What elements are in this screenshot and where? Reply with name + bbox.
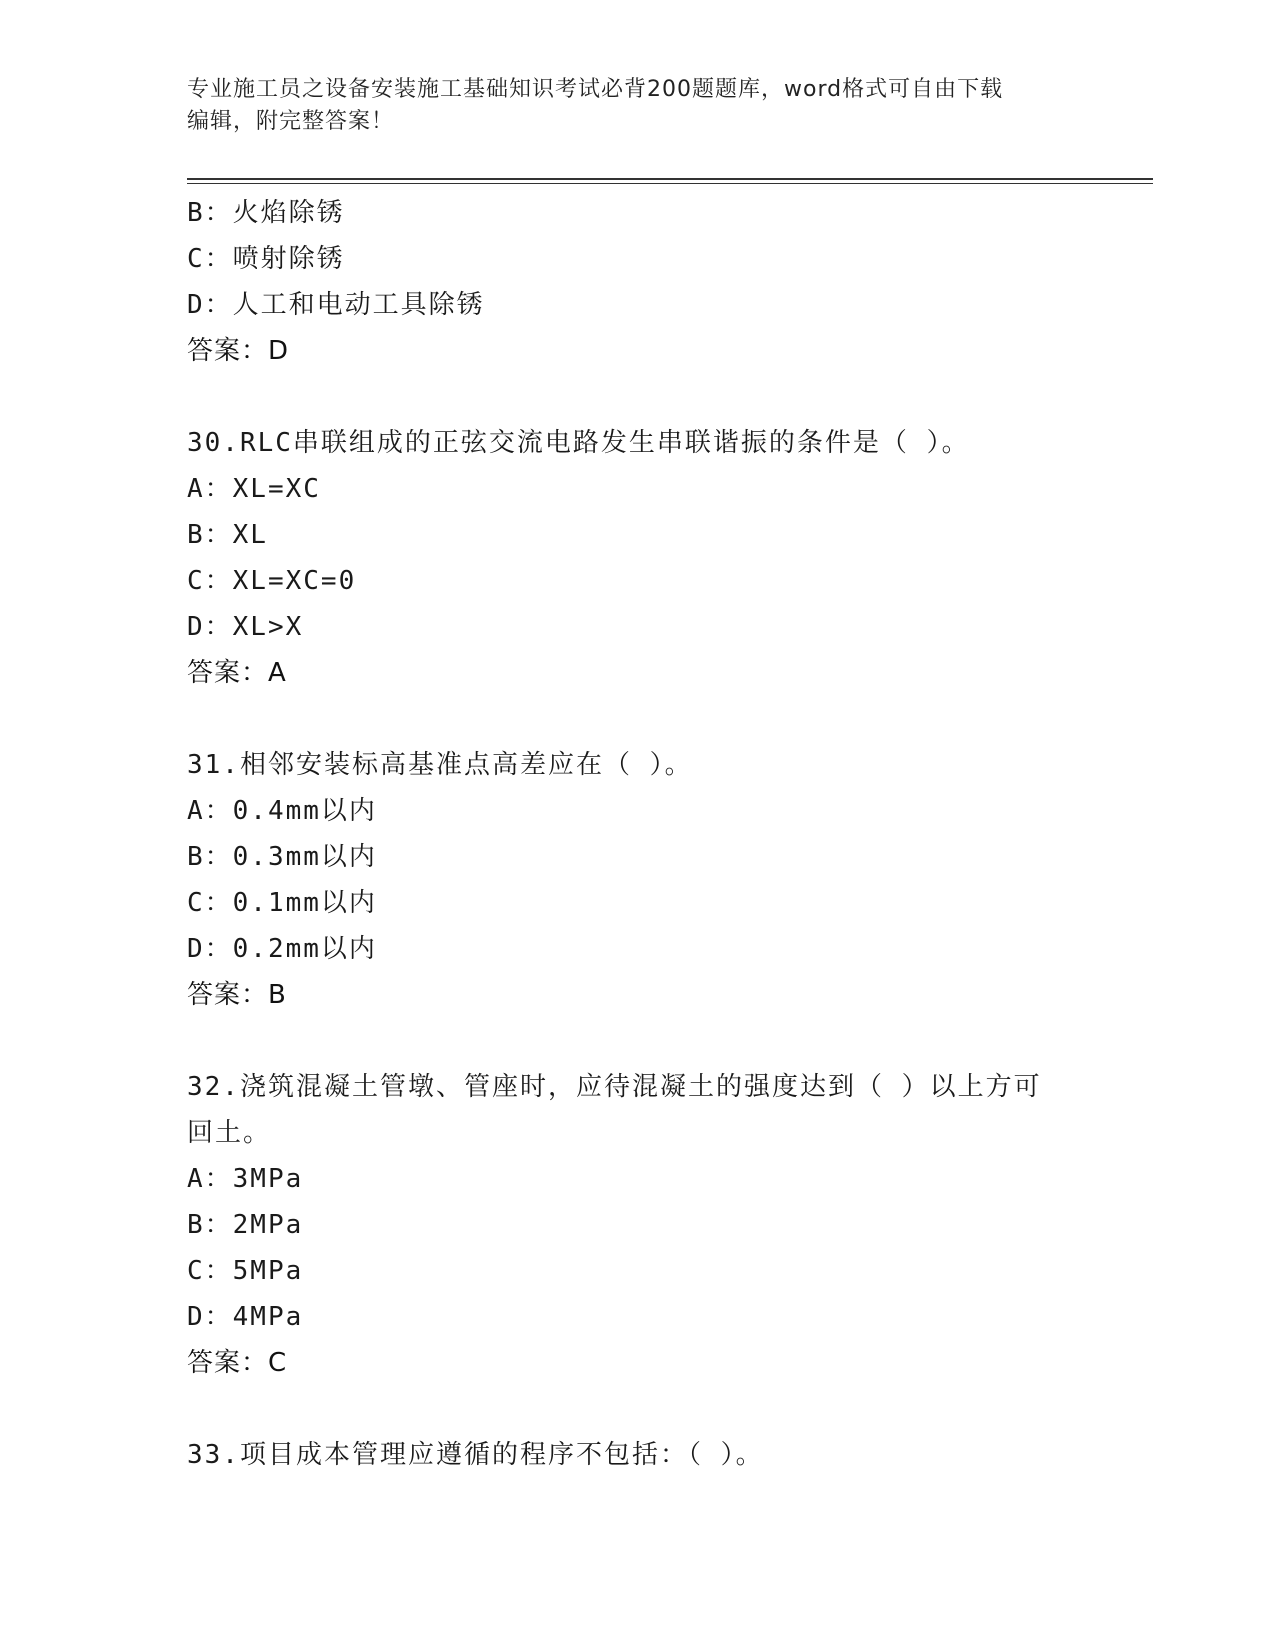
question-33 xyxy=(187,1432,1087,1478)
spacer xyxy=(187,1018,1087,1064)
option-d: D：4MPa xyxy=(187,1302,304,1332)
answer-line: 答案：A xyxy=(187,658,287,688)
option-c: C：5MPa xyxy=(187,1256,304,1286)
question-title: 31.相邻安装标高基准点高差应在（ ）。 xyxy=(187,750,693,780)
question-list xyxy=(187,190,1087,1478)
question-title-line-2: 回土。 xyxy=(187,1118,272,1148)
option-d: D：XL>X xyxy=(187,612,304,642)
option-c: C：喷射除锈 xyxy=(187,244,345,274)
answer-line: 答案：D xyxy=(187,336,290,366)
spacer xyxy=(187,374,1087,420)
question-continued xyxy=(187,190,1087,374)
option-b: B：火焰除锈 xyxy=(187,198,345,228)
spacer xyxy=(187,696,1087,742)
header-title-line-1: 专业施工员之设备安装施工基础知识考试必背200题题库，word格式可自由下载 xyxy=(187,77,1004,102)
option-a: A：3MPa xyxy=(187,1164,304,1194)
option-b: B：2MPa xyxy=(187,1210,304,1240)
answer-line: 答案：C xyxy=(187,1348,288,1378)
answer-line: 答案：B xyxy=(187,980,287,1010)
header-title-line-2: 编辑，附完整答案！ xyxy=(187,109,395,134)
spacer xyxy=(187,1386,1087,1432)
option-a: A：XL=XC xyxy=(187,474,321,504)
question-31 xyxy=(187,742,1087,1018)
option-d: D：0.2mm以内 xyxy=(187,934,377,964)
question-title: 30.RLC串联组成的正弦交流电路发生串联谐振的条件是（ ）。 xyxy=(187,428,970,458)
option-a: A：0.4mm以内 xyxy=(187,796,377,826)
option-c: C：XL=XC=0 xyxy=(187,566,357,596)
header-divider-thick xyxy=(187,178,1153,180)
question-title-line-1: 32.浇筑混凝土管墩、管座时，应待混凝土的强度达到（ ）以上方可 xyxy=(187,1072,1042,1102)
header-divider-thin xyxy=(187,183,1153,184)
question-title: 33.项目成本管理应遵循的程序不包括：（ ）。 xyxy=(187,1440,764,1470)
option-b: B：0.3mm以内 xyxy=(187,842,377,872)
option-c: C：0.1mm以内 xyxy=(187,888,377,918)
option-b: B：XL xyxy=(187,520,268,550)
document-header xyxy=(187,74,1067,138)
question-30 xyxy=(187,420,1087,696)
option-d: D：人工和电动工具除锈 xyxy=(187,290,485,320)
question-32 xyxy=(187,1064,1087,1386)
